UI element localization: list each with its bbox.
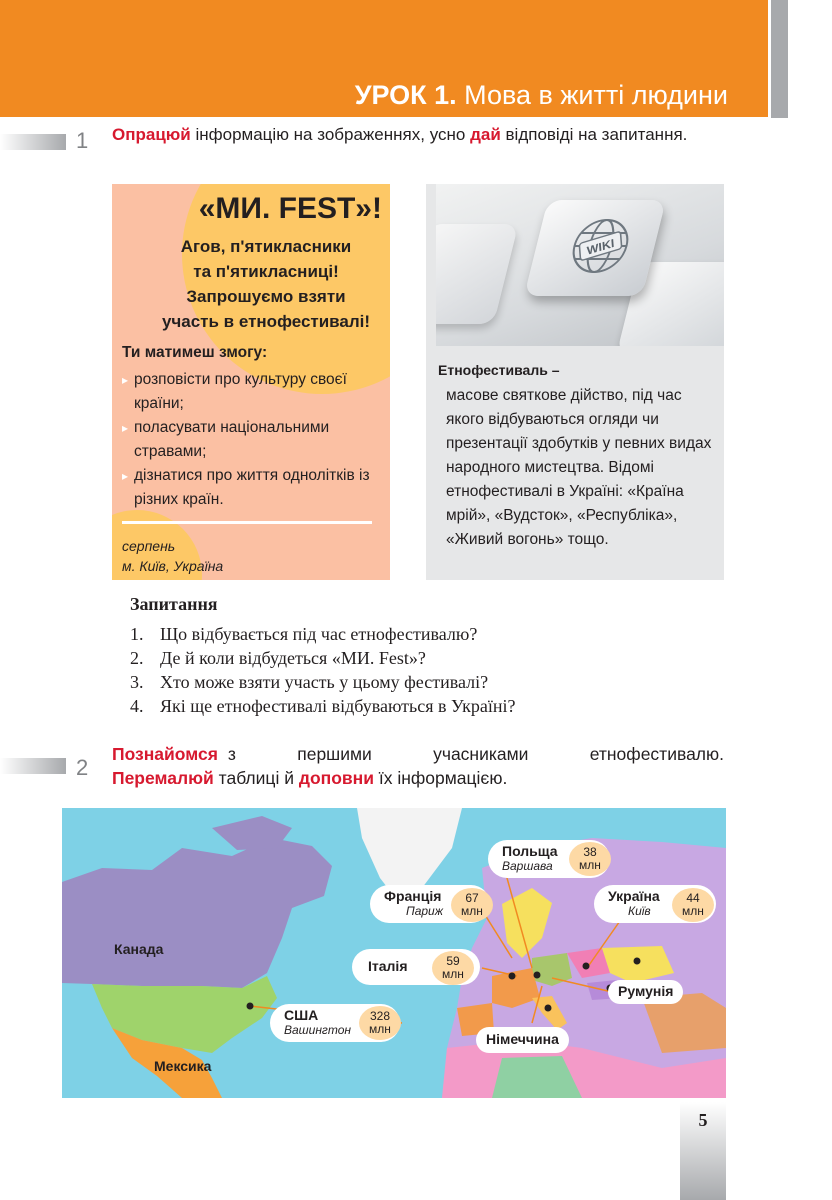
wiki-definition-box — [426, 184, 724, 580]
canada-label — [114, 941, 163, 959]
poster-invite-line: участь в етнофестивалі! — [161, 312, 371, 331]
question-number: 2. — [130, 648, 144, 668]
wiki-term: Етнофестиваль – — [438, 362, 560, 378]
poster-subheading: Ти матимеш змогу: — [122, 344, 268, 361]
question-text: Які ще етнофестивалі відбуваються в Україні? — [160, 696, 516, 716]
canada-territory — [62, 838, 332, 988]
keyboard-key — [436, 224, 518, 324]
poland-capital: Варшава — [502, 859, 553, 873]
task-1-number: 1 — [76, 128, 89, 153]
usa-population — [359, 1006, 401, 1040]
task-1-marker — [0, 134, 66, 150]
poster-divider — [122, 521, 372, 524]
header-divider — [0, 117, 768, 121]
germany-name: Німеччина — [486, 1031, 559, 1047]
mexico-name: Мексика — [154, 1058, 212, 1074]
task-1-verb-2: дай — [470, 125, 501, 144]
mexico-label — [154, 1058, 211, 1076]
canada-name: Канада — [114, 941, 164, 957]
poster-invite-line: Агов, п'ятикласники — [180, 237, 352, 256]
lesson-title — [355, 80, 728, 111]
globe-icon — [524, 200, 666, 296]
wiki-definition: масове святкове дійство, під час якого відбуваються огляди чи презентації здобутків у певних видах народного мистецтва. Відомі етнофестивалі в Україні: «Країна мрій», «Вудсток», «Республіка», «Живий вогонь» тощо. — [446, 387, 712, 548]
germany-label — [476, 1027, 569, 1053]
task-2-text-2: таблиці й — [213, 768, 299, 788]
questions-list — [130, 622, 516, 718]
usa-pop-num: 328 — [369, 1009, 391, 1023]
poster-activity-item: ▸ дізнатися про життя однолітків із різних країн. — [122, 464, 384, 512]
question-item — [130, 646, 516, 670]
italy-pop-unit: млн — [442, 967, 464, 981]
poland-name: Польща — [502, 843, 558, 859]
poland-pop-num: 38 — [583, 845, 597, 859]
question-number: 3. — [130, 672, 144, 692]
question-item — [130, 622, 516, 646]
ukraine-pop-unit: млн — [682, 904, 704, 918]
ukraine-capital: Київ — [628, 904, 651, 918]
question-item — [130, 694, 516, 718]
ukraine-pop-num: 44 — [686, 891, 700, 905]
task-2-verb-3: доповни — [298, 768, 374, 788]
task-1-text-2: відповіді на запитання. — [500, 125, 688, 144]
question-text: Що відбувається під час етнофестивалю? — [160, 624, 478, 644]
poster-title: «МИ. FEST»! — [198, 192, 382, 225]
question-item — [130, 670, 516, 694]
usa-territory — [92, 976, 277, 1053]
task-2-number: 2 — [76, 755, 89, 780]
poster-place: м. Київ, Україна — [122, 558, 224, 574]
france-name: Франція — [384, 888, 442, 904]
task-1-text-1: інформацію на зображеннях, усно — [190, 125, 471, 144]
task-2-line-2 — [112, 766, 724, 790]
task-1-verb-1: Опрацюй — [112, 125, 191, 144]
romania-name: Румунія — [618, 983, 674, 999]
wiki-key — [524, 200, 666, 296]
italy-population — [432, 951, 474, 985]
poster-activity-item: ▸ поласувати національними стравами; — [122, 416, 384, 464]
festival-poster — [112, 184, 390, 580]
wiki-key-label: WIKI — [586, 236, 615, 258]
question-text: Де й коли відбудеться «МИ. Fest»? — [160, 648, 426, 668]
task-1-instruction — [112, 124, 712, 146]
ukraine-population — [672, 888, 714, 922]
france-pop-num: 67 — [465, 891, 479, 905]
poster-invite-line: та п'ятикласниці! — [193, 262, 339, 281]
france-population — [451, 888, 493, 922]
lesson-label: УРОК 1. — [354, 80, 457, 110]
poster-invite-line: Запрошуємо взяти — [186, 287, 346, 306]
usa-capital: Вашингтон — [284, 1023, 351, 1037]
poland-population — [569, 842, 611, 876]
keyboard-photo — [436, 184, 724, 346]
question-number: 4. — [130, 696, 144, 716]
world-map — [62, 808, 726, 1098]
poster-date: серпень — [122, 538, 176, 554]
question-number: 1. — [130, 624, 144, 644]
poster-date-place — [122, 536, 223, 576]
task-2-text-1: з першими учасниками етнофестивалю. — [227, 744, 724, 764]
italy-name: Італія — [368, 958, 408, 974]
task-2-verb-1: Познайомся — [112, 744, 218, 764]
task-2-line-1 — [112, 742, 724, 766]
italy-pop-num: 59 — [446, 954, 460, 968]
task-2-verb-2: Перемалюй — [112, 768, 214, 788]
task-2-instruction — [112, 742, 724, 790]
task-2-text-3: їх інформацією. — [374, 768, 508, 788]
poster-activity-item: ▸ розповісти про культуру своєї країни; — [122, 368, 384, 416]
romania-label — [608, 980, 683, 1004]
questions-title: Запитання — [130, 594, 218, 614]
france-capital: Париж — [406, 904, 443, 918]
task-2-marker — [0, 758, 66, 774]
ukraine-name: Україна — [608, 888, 660, 904]
question-text: Хто може взяти участь у цьому фестивалі? — [160, 672, 489, 692]
usa-pop-unit: млн — [369, 1022, 391, 1036]
page-number: 5 — [698, 1110, 708, 1130]
lesson-topic: Мова в житті людини — [464, 80, 728, 110]
usa-name: США — [284, 1007, 319, 1023]
header-side-strip — [771, 0, 788, 118]
poster-invitation — [112, 234, 390, 334]
france-pop-unit: млн — [461, 904, 483, 918]
poland-pop-unit: млн — [579, 858, 601, 872]
poster-activity-list — [122, 368, 384, 512]
